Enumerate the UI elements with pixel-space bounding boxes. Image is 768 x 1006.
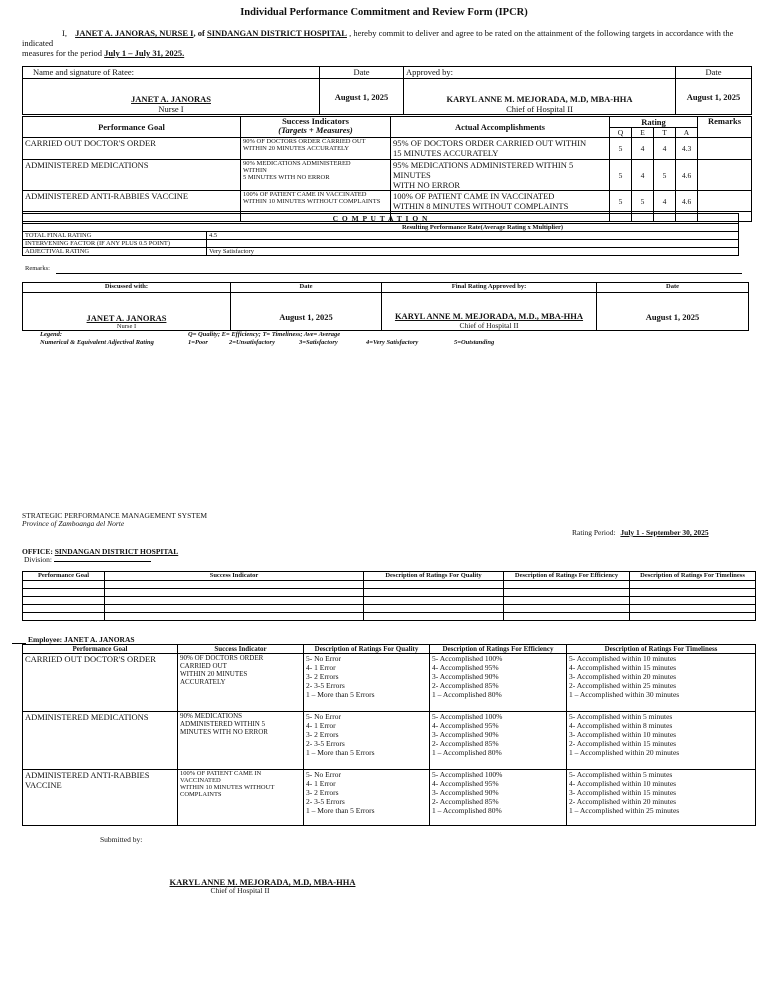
blank-header-quality: Description of Ratings For Quality <box>364 572 504 581</box>
total-value: 4.5 <box>207 232 739 240</box>
table-row <box>23 191 752 212</box>
header-goal: Performance Goal <box>23 645 178 654</box>
intervening-value <box>207 240 739 248</box>
a-cell: 4.6 <box>676 160 698 191</box>
discussed-date: August 1, 2025 <box>231 293 382 331</box>
table-row <box>23 712 756 770</box>
header-timeliness: Description of Ratings For Timeliness <box>567 645 756 654</box>
commitment-of: , of <box>193 28 205 38</box>
legend-scale-4: 4=Very Satisfactory <box>366 339 419 346</box>
employee-name: JANET A. JANORAS <box>64 635 135 644</box>
commitment-period: July 1 – July 31, 2025. <box>104 48 185 58</box>
q-cell: 5 <box>610 160 632 191</box>
computation-table <box>22 213 739 256</box>
table-row <box>23 770 756 826</box>
table-row <box>23 160 752 191</box>
goal-cell: ADMINISTERED MEDICATIONS <box>23 160 241 191</box>
final-signature-cell <box>382 293 597 331</box>
legend-scale-2: 2=Unsatisfactory <box>229 339 275 346</box>
rating-period-label: Rating Period: <box>572 528 616 537</box>
commitment-name: JANET A. JANORAS, NURSE I <box>75 28 194 38</box>
blank-header-timeliness: Description of Ratings For Timeliness <box>630 572 756 581</box>
q-cell: 5 <box>610 138 632 160</box>
blank-header-efficiency: Description of Ratings For Efficiency <box>504 572 630 581</box>
accomplishment-cell: 95% OF DOCTORS ORDER CARRIED OUT WITHIN 15 MINUTES ACCURATELY <box>391 138 610 160</box>
legend-label: Legend: <box>40 331 63 338</box>
legend-scale-5: 5=Outstanding <box>454 339 495 346</box>
e-cell: 4 <box>632 160 654 191</box>
table-row <box>23 597 756 605</box>
ratee-name: JANET A. JANORAS <box>131 94 211 104</box>
submitter-name: KARYL ANNE M. MEJORADA, M.D, MBA-HHA <box>169 877 356 887</box>
discussed-position: Nurse I <box>116 323 137 330</box>
indicators-header <box>241 117 391 138</box>
resulting-label: Resulting Performance Rate(Average Rating x Multiplier) <box>23 224 739 232</box>
discussion-date-label: Date <box>231 283 382 293</box>
a-header: A <box>676 128 698 138</box>
approver-signature-cell <box>404 79 676 115</box>
goal-cell: ADMINISTERED ANTI-RABBIES VACCINE <box>23 191 241 212</box>
employee-line <box>28 635 135 644</box>
header-quality: Description of Ratings For Quality <box>304 645 430 654</box>
efficiency-cell: 5- Accomplished 100% 4- Accomplished 95% 3- Accomplished 90% 2- Accomplished 85% 1 – Accomplished 80% <box>430 712 567 770</box>
final-date: August 1, 2025 <box>597 293 749 331</box>
ratee-date: August 1, 2025 <box>320 79 404 115</box>
a-cell: 4.6 <box>676 191 698 212</box>
approved-label: Approved by: <box>404 67 676 79</box>
signature-table <box>22 66 752 115</box>
remarks-cell <box>698 191 752 212</box>
e-header: E <box>632 128 654 138</box>
adjectival-label: ADJECTIVAL RATING <box>23 248 207 256</box>
indicators-header-sub: (Targets + Measures) <box>278 125 353 135</box>
intervening-label: INTERVENING FACTOR (IF ANY PLUS 0.5 POINT) <box>23 240 207 248</box>
discussion-table <box>22 282 749 331</box>
efficiency-cell: 5- Accomplished 100% 4- Accomplished 95% 3- Accomplished 90% 2- Accomplished 85% 1 – Accomplished 80% <box>430 770 567 826</box>
timeliness-cell: 5- Accomplished within 10 minutes 4- Accomplished within 15 minutes 3- Accomplished within 20 minutes 2- Accomplished within 25 minutes 1 – Accomplished within 30 minutes <box>567 654 756 712</box>
date-label-2: Date <box>676 67 752 79</box>
computation-header: C O M P U T A T I O N <box>23 214 739 224</box>
timeliness-cell: 5- Accomplished within 5 minutes 4- Accomplished within 10 minutes 3- Accomplished within 15 minutes 2- Accomplished within 20 minutes 1 – Accomplished within 25 minutes <box>567 770 756 826</box>
office-label: OFFICE: <box>22 547 53 556</box>
efficiency-cell: 5- Accomplished 100% 4- Accomplished 95% 3- Accomplished 90% 2- Accomplished 85% 1 – Accomplished 80% <box>430 654 567 712</box>
division-line <box>24 555 151 564</box>
header-efficiency: Description of Ratings For Efficiency <box>430 645 567 654</box>
final-label: Final Rating Approved by: <box>382 283 597 293</box>
ratee-signature-cell <box>23 79 320 115</box>
remarks-cell <box>698 138 752 160</box>
discussed-label: Discussed with: <box>23 283 231 293</box>
legend-line1: Q= Quality; E= Efficiency; T= Timeliness; Ave= Average <box>188 331 341 338</box>
system-name: STRATEGIC PERFORMANCE MANAGEMENT SYSTEM <box>22 511 208 520</box>
employee-label: Employee: <box>28 635 63 644</box>
province-name: Province of Zamboanga del Norte <box>22 519 125 528</box>
quality-cell: 5- No Error 4- 1 Error 3- 2 Errors 2- 3-5 Errors 1 – More than 5 Errors <box>304 712 430 770</box>
legend-scale-3: 3=Satisfactory <box>299 339 338 346</box>
discussed-name: JANET A. JANORAS <box>86 313 167 323</box>
date-label: Date <box>320 67 404 79</box>
ratee-label: Name and signature of Ratee: <box>23 67 320 79</box>
remarks-label: Remarks: <box>25 265 50 272</box>
division-blank <box>54 561 151 562</box>
commitment-text2: measures for the period <box>22 48 103 58</box>
goal-cell: CARRIED OUT DOCTOR'S ORDER <box>23 654 178 712</box>
t-cell: 4 <box>654 191 676 212</box>
discussed-signature-cell <box>23 293 231 331</box>
a-cell: 4.3 <box>676 138 698 160</box>
form-title: Individual Performance Commitment and Review Form (IPCR) <box>240 7 528 18</box>
total-label: TOTAL FINAL RATING <box>23 232 207 240</box>
rating-header: Rating <box>610 117 698 128</box>
goal-cell: ADMINISTERED MEDICATIONS <box>23 712 178 770</box>
timeliness-cell: 5- Accomplished within 5 minutes 4- Accomplished within 8 minutes 3- Accomplished within 10 minutes 2- Accomplished within 15 minutes 1 – Accomplished within 20 minutes <box>567 712 756 770</box>
approver-position: Chief of Hospital II <box>506 104 573 114</box>
indicator-cell: 90% MEDICATIONS ADMINISTERED WITHIN 5 MINUTES WITH NO ERROR <box>241 160 391 191</box>
commitment-prefix: I, <box>62 28 67 38</box>
commitment-statement <box>22 28 752 58</box>
goal-cell: CARRIED OUT DOCTOR'S ORDER <box>23 138 241 160</box>
accomplishment-cell: 95% MEDICATIONS ADMINISTERED WITHIN 5 MINUTES WITH NO ERROR <box>391 160 610 191</box>
ratee-position: Nurse I <box>158 104 184 114</box>
header-indicator: Success Indicator <box>178 645 304 654</box>
q-header: Q <box>610 128 632 138</box>
goal-cell: ADMINISTERED ANTI-RABBIES VACCINE <box>23 770 178 826</box>
t-header: T <box>654 128 676 138</box>
indicator-cell: 100% OF PATIENT CAME IN VACCINATED WITHIN 10 MINUTES WITHOUT COMPLAINTS <box>178 770 304 826</box>
adjectival-value: Very Satisfactory <box>207 248 739 256</box>
rating-period <box>572 528 709 537</box>
legend-label2: Numerical & Equivalent Adjectival Rating <box>40 339 154 346</box>
rating-period-value: July 1 - September 30, 2025 <box>620 528 709 537</box>
remarks-header: Remarks <box>698 117 752 138</box>
approver-date: August 1, 2025 <box>676 79 752 115</box>
quality-cell: 5- No Error 4- 1 Error 3- 2 Errors 2- 3-5 Errors 1 – More than 5 Errors <box>304 654 430 712</box>
table-row <box>23 138 752 160</box>
e-cell: 4 <box>632 138 654 160</box>
remarks-cell <box>698 160 752 191</box>
table-row <box>23 589 756 597</box>
blank-header-indicator: Success Indicator <box>105 572 364 581</box>
remarks-line <box>56 273 742 274</box>
commitment-office: SINDANGAN DISTRICT HOSPITAL <box>206 28 347 38</box>
legend-scale-1: 1=Poor <box>188 339 208 346</box>
e-cell: 5 <box>632 191 654 212</box>
approver-name: KARYL ANNE M. MEJORADA, M.D, MBA-HHA <box>446 94 633 104</box>
accomplishments-header: Actual Accomplishments <box>391 117 610 138</box>
q-cell: 5 <box>610 191 632 212</box>
t-cell: 4 <box>654 138 676 160</box>
office-value: SINDANGAN DISTRICT HOSPITAL <box>54 547 179 556</box>
indicator-cell: 90% OF DOCTORS ORDER CARRIED OUT WITHIN 20 MINUTES ACCURATELY <box>241 138 391 160</box>
discussion-date-label-2: Date <box>597 283 749 293</box>
performance-table <box>22 116 752 222</box>
final-approver-name: KARYL ANNE M. MEJORADA, M.D., MBA-HHA <box>394 311 584 321</box>
quality-cell: 5- No Error 4- 1 Error 3- 2 Errors 2- 3-5 Errors 1 – More than 5 Errors <box>304 770 430 826</box>
table-row <box>23 605 756 613</box>
submitted-label: Submitted by: <box>100 835 143 844</box>
submitter-position: Chief of Hospital II <box>210 886 270 895</box>
commitment-text: , hereby commit to deliver and agree to be rated on the attainment of the following targets in accordance with the indicated <box>22 28 734 48</box>
ratings-description-table <box>22 644 756 826</box>
indicator-cell: 100% OF PATIENT CAME IN VACCINATED WITHIN 10 MINUTES WITHOUT COMPLAINTS <box>241 191 391 212</box>
table-row <box>23 581 756 589</box>
indicators-header-title: Success Indicators <box>282 116 349 126</box>
accomplishment-cell: 100% OF PATIENT CAME IN VACCINATED WITHIN 8 MINUTES WITHOUT COMPLAINTS <box>391 191 610 212</box>
indicator-cell: 90% MEDICATIONS ADMINISTERED WITHIN 5 MINUTES WITH NO ERROR <box>178 712 304 770</box>
final-approver-position: Chief of Hospital II <box>459 321 519 330</box>
goal-header: Performance Goal <box>23 117 241 138</box>
t-cell: 5 <box>654 160 676 191</box>
indicator-cell: 90% OF DOCTORS ORDER CARRIED OUT WITHIN 20 MINUTES ACCURATELY <box>178 654 304 712</box>
blank-header-goal: Performance Goal <box>23 572 105 581</box>
table-row <box>23 613 756 621</box>
division-label: Division: <box>24 555 52 564</box>
blank-rating-table <box>22 571 756 621</box>
table-row <box>23 654 756 712</box>
